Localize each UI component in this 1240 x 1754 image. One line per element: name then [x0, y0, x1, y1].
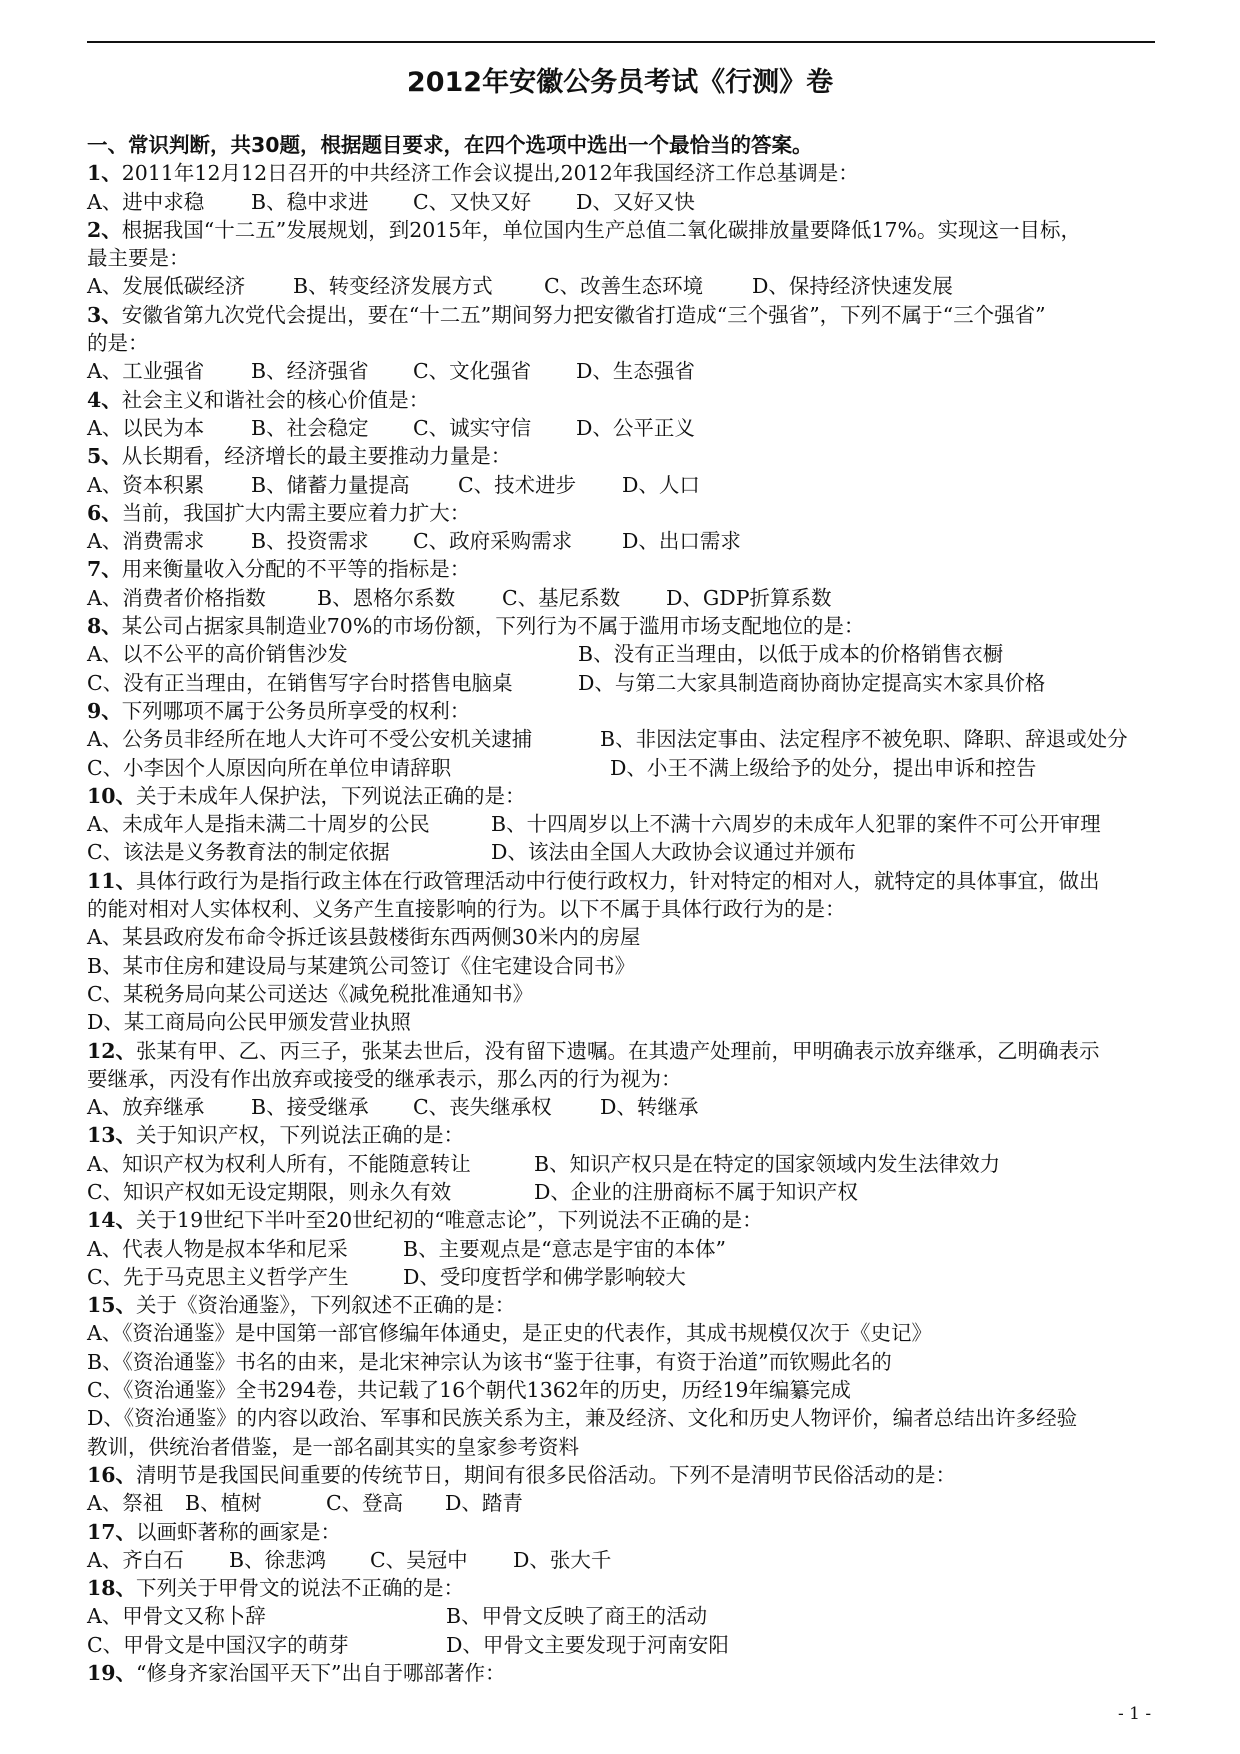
option-row [87, 810, 1157, 838]
question-number: 18、 [87, 1576, 137, 1601]
question-number: 3、 [87, 302, 122, 327]
answer-option: D、转继承 [600, 1095, 699, 1120]
option-row [87, 1150, 1157, 1178]
answer-option: A、进中求稳 [87, 189, 205, 214]
option-row [87, 640, 1157, 668]
question-stem-text: “修身齐家治国平天下”出自于哪部著作： [136, 1661, 506, 1686]
answer-option: B、徐悲鸿 [229, 1547, 327, 1572]
answer-option: A、消费需求 [87, 529, 205, 554]
question-stem-text: 的是： [87, 331, 149, 356]
question-stem-line [87, 216, 1157, 244]
answer-option: D、踏青 [445, 1491, 523, 1516]
answer-option: A、祭祖 [87, 1491, 164, 1516]
answer-option: B、十四周岁以上不满十六周岁的未成年人犯罪的案件不可公开审理 [491, 812, 1101, 837]
document-body [87, 131, 1157, 1687]
question-stem-line [87, 1574, 1157, 1602]
section-heading: 一、常识判断，共30题，根据题目要求，在四个选项中选出一个最恰当的答案。 [87, 133, 813, 157]
answer-option: D、受印度哲学和佛学影响较大 [403, 1264, 686, 1289]
question-stem-text: 的能对相对人实体权利、义务产生直接影响的行为。以下不属于具体行政行为的是： [87, 897, 846, 922]
answer-option: 教训，供统治者借鉴，是一部名副其实的皇家参考资料 [87, 1434, 579, 1459]
answer-option: D、出口需求 [622, 529, 741, 554]
answer-option: C、基尼系数 [502, 585, 621, 610]
answer-option: C、又快又好 [413, 189, 532, 214]
option-row [87, 669, 1157, 697]
answer-option: C、该法是义务教育法的制定依据 [87, 840, 390, 865]
answer-option: A、资本积累 [87, 472, 205, 497]
answer-option: B、主要观点是“意志是宇宙的本体” [403, 1236, 727, 1261]
answer-option: D、公平正义 [576, 415, 695, 440]
question-stem-line [87, 1659, 1157, 1687]
question-number: 5、 [87, 444, 122, 469]
question-number: 17、 [87, 1519, 137, 1544]
answer-option: A、放弃继承 [87, 1095, 205, 1120]
question-stem-line [87, 159, 1157, 187]
question-stem-line [87, 782, 1157, 810]
answer-option: D、小王不满上级给予的处分，提出申诉和控告 [610, 755, 1037, 780]
answer-option: C、丧失继承权 [413, 1095, 552, 1120]
answer-option: A、发展低碳经济 [87, 274, 246, 299]
answer-option: C、知识产权如无设定期限，则永久有效 [87, 1179, 452, 1204]
question-number: 1、 [87, 161, 122, 186]
answer-option: A、《资治通鉴》是中国第一部官修编年体通史，是正史的代表作，其成书规模仅次于《史记》 [87, 1321, 933, 1346]
question-stem-line [87, 1037, 1157, 1065]
option-row [87, 1348, 1157, 1376]
answer-option: D、生态强省 [576, 359, 695, 384]
option-row [87, 980, 1157, 1008]
question-stem-text: 2011年12月12日召开的中共经济工作会议提出,2012年我国经济工作总基调是： [121, 161, 859, 186]
option-row [87, 414, 1157, 442]
answer-option: C、文化强省 [413, 359, 532, 384]
answer-option: C、登高 [326, 1491, 404, 1516]
option-row [87, 1178, 1157, 1206]
question-stem-text: 当前，我国扩大内需主要应着力扩大： [121, 500, 471, 525]
question-stem-line [87, 1206, 1157, 1234]
question-stem-text: 关于知识产权，下列说法正确的是： [136, 1123, 465, 1148]
option-row [87, 1008, 1157, 1036]
answer-option: A、某县政府发布命令拆迁该县鼓楼街东西两侧30米内的房屋 [87, 925, 641, 950]
answer-option: C、技术进步 [458, 472, 577, 497]
answer-option: B、稳中求进 [251, 189, 369, 214]
answer-option: D、某工商局向公民甲颁发营业执照 [87, 1010, 411, 1035]
answer-option: B、植树 [185, 1491, 262, 1516]
option-row [87, 952, 1157, 980]
question-stem-text: 关于19世纪下半叶至20世纪初的“唯意志论”，下列说法不正确的是： [136, 1208, 763, 1233]
question-stem-text: 下列关于甲骨文的说法不正确的是： [136, 1576, 465, 1601]
answer-option: B、知识产权只是在特定的国家领域内发生法律效力 [534, 1151, 1001, 1176]
answer-option: D、该法由全国人大政协会议通过并颁布 [491, 840, 856, 865]
answer-option: C、诚实守信 [413, 415, 532, 440]
answer-option: A、甲骨文又称卜辞 [87, 1604, 266, 1629]
answer-option: B、《资治通鉴》书名的由来，是北宋神宗认为该书“鉴于往事，有资于治道”而钦赐此名的 [87, 1349, 892, 1374]
question-stem-text: 以画虾著称的画家是： [136, 1519, 342, 1544]
option-row [87, 584, 1157, 612]
answer-option: C、政府采购需求 [413, 529, 573, 554]
question-number: 13、 [87, 1123, 137, 1148]
question-stem-line [87, 386, 1157, 414]
answer-option: D、与第二大家具制造商协商协定提高实木家具价格 [578, 670, 1046, 695]
question-stem-text: 某公司占据家具制造业70%的市场份额，下列行为不属于滥用市场支配地位的是： [121, 614, 865, 639]
answer-option: A、以不公平的高价销售沙发 [87, 642, 348, 667]
answer-option: C、甲骨文是中国汉字的萌芽 [87, 1632, 349, 1657]
answer-option: D、人口 [622, 472, 700, 497]
answer-option: A、公务员非经所在地人大许可不受公安机关逮捕 [87, 727, 533, 752]
answer-option: A、齐白石 [87, 1547, 184, 1572]
answer-option: B、储蓄力量提高 [251, 472, 410, 497]
answer-option: D、保持经济快速发展 [752, 274, 953, 299]
question-stem-text: 根据我国“十二五”发展规划，到2015年，单位国内生产总值二氧化碳排放量要降低17%。实现这一目标， [121, 217, 1081, 242]
option-row [87, 188, 1157, 216]
question-stem-text: 要继承，丙没有作出放弃或接受的继承表示，那么丙的行为视为： [87, 1066, 682, 1091]
question-stem-line [87, 1518, 1157, 1546]
answer-option: C、没有正当理由，在销售写字台时搭售电脑桌 [87, 670, 513, 695]
answer-option: B、社会稳定 [251, 415, 369, 440]
question-stem-line [87, 1121, 1157, 1149]
question-stem-line [87, 1291, 1157, 1319]
header-rule [87, 41, 1155, 43]
question-stem-line [87, 499, 1157, 527]
answer-option: B、恩格尔系数 [317, 585, 456, 610]
question-number: 16、 [87, 1462, 137, 1487]
question-stem-text: 安徽省第九次党代会提出，要在“十二五”期间努力把安徽省打造成“三个强省”，下列不属于“三个强省” [121, 302, 1046, 327]
question-number: 11、 [87, 868, 137, 893]
answer-option: D、GDP折算系数 [666, 585, 832, 610]
answer-option: C、小李因个人原因向所在单位申请辞职 [87, 755, 452, 780]
answer-option: C、《资治通鉴》全书294卷，共记载了16个朝代1362年的历史，历经19年编纂完成 [87, 1378, 851, 1403]
answer-option: D、企业的注册商标不属于知识产权 [534, 1179, 858, 1204]
answer-option: B、甲骨文反映了商王的活动 [446, 1604, 708, 1629]
option-row [87, 1263, 1157, 1291]
question-stem-line [87, 301, 1157, 329]
option-row [87, 1489, 1157, 1517]
answer-option: D、甲骨文主要发现于河南安阳 [446, 1632, 729, 1657]
option-row [87, 1602, 1157, 1630]
answer-option: A、知识产权为权利人所有，不能随意转让 [87, 1151, 471, 1176]
option-row [87, 1546, 1157, 1574]
answer-option: A、代表人物是叔本华和尼采 [87, 1236, 348, 1261]
option-row [87, 1404, 1157, 1432]
option-row [87, 754, 1157, 782]
question-number: 12、 [87, 1038, 137, 1063]
question-stem-line [87, 612, 1157, 640]
question-number: 8、 [87, 614, 122, 639]
question-number: 15、 [87, 1293, 137, 1318]
question-stem-line [87, 329, 1157, 357]
option-row [87, 1631, 1157, 1659]
document-title: 2012年安徽公务员考试《行测》卷 [406, 67, 834, 98]
answer-option: B、接受继承 [251, 1095, 369, 1120]
question-stem-line [87, 1461, 1157, 1489]
option-row [87, 725, 1157, 753]
answer-option: B、转变经济发展方式 [293, 274, 493, 299]
answer-option: A、以民为本 [87, 415, 205, 440]
question-stem-text: 下列哪项不属于公务员所享受的权利： [121, 698, 471, 723]
option-row [87, 923, 1157, 951]
answer-option: A、工业强省 [87, 359, 205, 384]
question-number: 14、 [87, 1208, 137, 1233]
option-row [87, 272, 1157, 300]
question-number: 19、 [87, 1661, 137, 1686]
option-row [87, 1433, 1157, 1461]
option-row [87, 357, 1157, 385]
question-stem-text: 具体行政行为是指行政主体在行政管理活动中行使行政权力，针对特定的相对人，就特定的具体事宜，做出 [136, 868, 1100, 893]
question-stem-line [87, 697, 1157, 725]
question-stem-text: 关于《资治通鉴》，下列叙述不正确的是： [136, 1293, 516, 1318]
question-number: 4、 [87, 387, 122, 412]
answer-option: B、投资需求 [251, 529, 369, 554]
option-row [87, 1319, 1157, 1347]
question-stem-line [87, 867, 1157, 895]
answer-option: B、非因法定事由、法定程序不被免职、降职、辞退或处分 [600, 727, 1128, 752]
question-number: 7、 [87, 557, 122, 582]
answer-option: C、改善生态环境 [544, 274, 704, 299]
answer-option: D、又好又快 [576, 189, 695, 214]
question-stem-text: 关于未成年人保护法，下列说法正确的是： [136, 783, 526, 808]
option-row [87, 1376, 1157, 1404]
answer-option: B、经济强省 [251, 359, 369, 384]
question-stem-text: 从长期看，经济增长的最主要推动力量是： [121, 444, 512, 469]
answer-option: C、某税务局向某公司送达《减免税批准通知书》 [87, 981, 534, 1006]
answer-option: A、未成年人是指未满二十周岁的公民 [87, 812, 430, 837]
question-stem-text: 最主要是： [87, 246, 190, 271]
question-number: 6、 [87, 500, 122, 525]
question-stem-text: 清明节是我国民间重要的传统节日，期间有很多民俗活动。下列不是清明节民俗活动的是： [136, 1462, 957, 1487]
answer-option: D、张大千 [513, 1547, 612, 1572]
option-row [87, 527, 1157, 555]
page-number: - 1 - [1118, 1704, 1152, 1724]
option-row [87, 471, 1157, 499]
question-stem-line [87, 555, 1157, 583]
question-stem-line [87, 244, 1157, 272]
answer-option: D、《资治通鉴》的内容以政治、军事和民族关系为主，兼及经济、文化和历史人物评价，编者总结出许多经验 [87, 1406, 1078, 1431]
question-stem-line [87, 895, 1157, 923]
option-row [87, 1093, 1157, 1121]
question-number: 10、 [87, 783, 137, 808]
question-number: 9、 [87, 698, 122, 723]
option-row [87, 1235, 1157, 1263]
question-stem-line [87, 442, 1157, 470]
question-number: 2、 [87, 217, 122, 242]
answer-option: C、吴冠中 [370, 1547, 468, 1572]
question-stem-text: 张某有甲、乙、丙三子，张某去世后，没有留下遗嘱。在其遗产处理前，甲明确表示放弃继承，乙明确表示 [136, 1038, 1100, 1063]
answer-option: A、消费者价格指数 [87, 585, 266, 610]
question-stem-text: 社会主义和谐社会的核心价值是： [121, 387, 430, 412]
question-stem-text: 用来衡量收入分配的不平等的指标是： [121, 557, 471, 582]
answer-option: C、先于马克思主义哲学产生 [87, 1264, 349, 1289]
answer-option: B、没有正当理由，以低于成本的价格销售衣橱 [578, 642, 1004, 667]
answer-option: B、某市住房和建设局与某建筑公司签订《住宅建设合同书》 [87, 953, 636, 978]
question-stem-line [87, 1065, 1157, 1093]
option-row [87, 838, 1157, 866]
